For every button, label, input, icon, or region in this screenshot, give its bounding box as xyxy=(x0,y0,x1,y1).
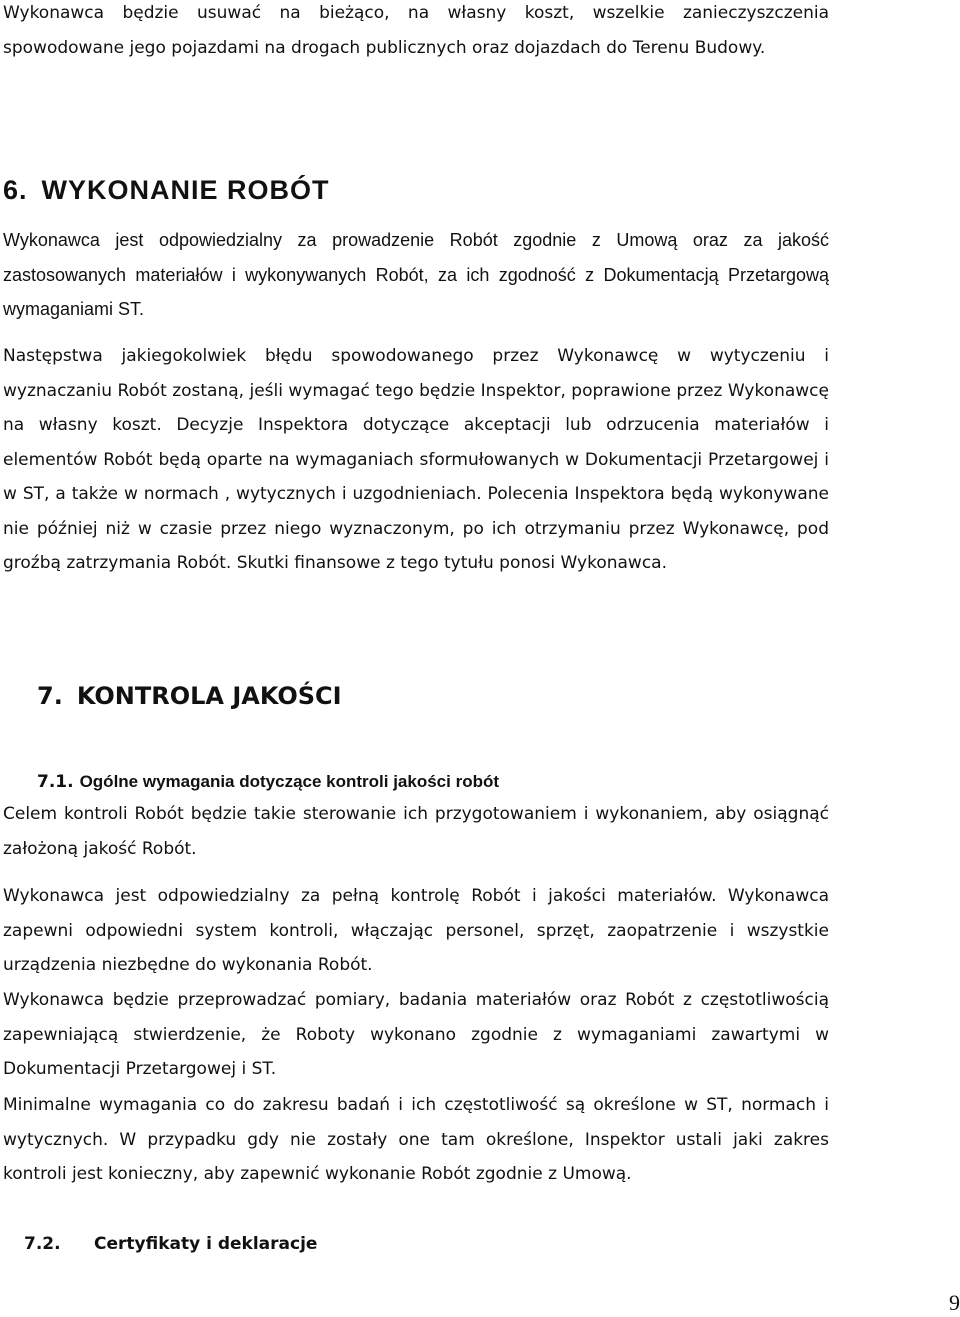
subsection-7-2-heading xyxy=(24,1234,317,1254)
subsection-7-1-number: 7.1. xyxy=(37,772,74,792)
section-6-title: WYKONANIE ROBÓT xyxy=(41,175,330,205)
section-6-heading xyxy=(3,175,330,206)
section-6-paragraph-1: Wykonawca jest odpowiedzialny za prowadzenie Robót zgodnie z Umową oraz za jakość zastosowanych materiałów i wykonywanych Robót, za ich zgodność z Dokumentacją Przetargową wymaganiami ST. xyxy=(3,230,829,319)
subsection-7-2-number: 7.2. xyxy=(24,1234,61,1254)
section-7-number: 7. xyxy=(37,682,63,710)
section-6-paragraph-2: Następstwa jakiegokolwiek błędu spowodowanego przez Wykonawcę w wytyczeniu i wyznaczaniu Robót zostaną, jeśli wymagać tego będzie Inspektor, poprawione przez Wykonawcę na własny koszt. Decyzje Inspektora dotyczące akceptacji lub odrzucenia materiałów i elementów Robót będą oparte na wymaganiach sformułowanych w Dokumentacji Przetargowej i w ST, a także w normach , wytycznych i uzgodnieniach. Polecenia Inspektora będą wykonywane nie później niż w czasie przez niego wyznaczonym, po ich otrzymaniu przez Wykonawcę, pod groźbą zatrzymania Robót. Skutki finansowe z tego tytułu ponosi Wykonawca. xyxy=(3,346,829,573)
section-7-heading xyxy=(37,682,342,710)
page-number: 9 xyxy=(949,1290,960,1315)
subsection-7-1-paragraph-1: Celem kontroli Robót będzie takie sterowanie ich przygotowaniem i wykonaniem, aby osiągnąć założoną jakość Robót. xyxy=(3,804,829,859)
subsection-7-1-paragraph-2: Wykonawca jest odpowiedzialny za pełną kontrolę Robót i jakości materiałów. Wykonawca zapewni odpowiedni system kontroli, włączając personel, sprzęt, zaopatrzenie i wszystkie urządzenia niezbędne do wykonania Robót. xyxy=(3,886,829,975)
subsection-7-1-heading xyxy=(37,767,499,794)
subsection-7-1-paragraph-4: Minimalne wymagania co do zakresu badań i ich częstotliwość są określone w ST, normach i wytycznych. W przypadku gdy nie zostały one tam określone, Inspektor ustali jaki zakres kontroli jest konieczny, aby zapewnić wykonanie Robót zgodnie z Umową. xyxy=(3,1095,829,1184)
subsection-7-1-title: Ogólne wymagania dotyczące kontroli jakości robót xyxy=(79,772,500,791)
section-7-title: KONTROLA JAKOŚCI xyxy=(76,682,342,710)
section-6-number: 6. xyxy=(3,175,28,205)
subsection-7-1-paragraph-3: Wykonawca będzie przeprowadzać pomiary, badania materiałów oraz Robót z częstotliwością zapewniającą stwierdzenie, że Roboty wykonano zgodnie z wymaganiami zawartymi w Dokumentacji Przetargowej i ST. xyxy=(3,990,829,1079)
subsection-7-2-title: Certyfikaty i deklaracje xyxy=(94,1234,318,1254)
top-paragraph: Wykonawca będzie usuwać na bieżąco, na własny koszt, wszelkie zanieczyszczenia spowodowane jego pojazdami na drogach publicznych oraz dojazdach do Terenu Budowy. xyxy=(3,3,829,58)
